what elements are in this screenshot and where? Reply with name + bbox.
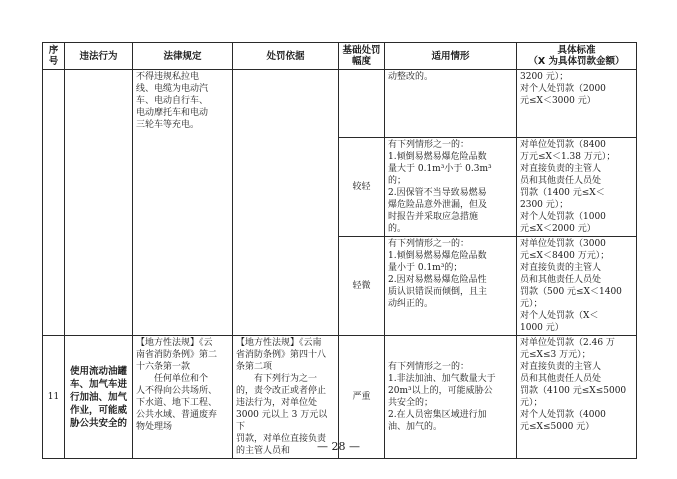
cell-level: 严重	[339, 336, 385, 459]
text-line: 罚款（4100 元≤X≤5000	[520, 386, 627, 396]
text-line: 三轮车等充电。	[136, 120, 200, 130]
header-violation: 违法行为	[65, 43, 133, 70]
text-line: 的，责令改正或者停止	[236, 386, 327, 396]
text-line: 电动摩托车和电动	[136, 108, 209, 118]
text-line: 1.倾倒易燃易爆危险品数	[388, 251, 487, 261]
header-standard-note: （X 为具体罚款金额）	[528, 56, 625, 67]
table-header-row	[43, 43, 637, 70]
text-line: 共安全的；	[388, 398, 434, 408]
cell-standard	[517, 237, 637, 336]
table-row	[43, 70, 637, 138]
text-line: 对单位处罚款（8400	[520, 140, 606, 150]
text-line: 条第二项	[236, 362, 273, 372]
text-line: 的主管人员和	[236, 446, 291, 456]
text-line: 【地方性法规】《云	[136, 338, 213, 348]
text-line: 对单位处罚款（3000	[520, 239, 606, 249]
text-line: 有下列情形之一的：	[388, 362, 470, 372]
text-line: 对单位处罚款（2.46 万	[520, 338, 615, 348]
text-line: 爆危险品意外泄漏，但及	[388, 200, 488, 210]
cell-seq: 11	[43, 336, 65, 459]
text-line: 量小于 0.1m³的；	[388, 263, 463, 273]
text-line: 20m³以上的，可能威胁公	[388, 386, 493, 396]
text-line: 1.非法加油、加气数量大于	[388, 374, 496, 384]
text-line: 元≤X≤5000 元）	[520, 422, 595, 432]
text-line: 物处理场	[136, 422, 173, 432]
text-line: 元≤X＜3000 元）	[520, 96, 596, 106]
text-line: 元）；	[520, 398, 543, 408]
text-line: 员和其他责任人员处	[520, 176, 602, 186]
text-line: 的。	[388, 224, 407, 234]
text-line: 罚款（1400 元≤X＜	[520, 188, 605, 198]
header-standard	[517, 43, 637, 70]
cell-situation	[385, 70, 517, 138]
text-line: 违法行为，对单位处	[236, 398, 318, 408]
cell-situation	[385, 237, 517, 336]
text-line: 对直接负责的主管人	[520, 362, 602, 372]
text-line: 2.因对易燃易爆危险品性	[388, 275, 487, 285]
header-level: 基础处罚幅度	[339, 43, 385, 70]
header-seq: 序号	[43, 43, 65, 70]
text-line: 罚款，对单位直接负责	[236, 434, 327, 444]
text-line: 南省消防条例》第二	[136, 350, 218, 360]
text-line: 有下列行为之一	[254, 374, 318, 384]
cell-basis-empty	[233, 70, 339, 336]
header-standard-title: 具体标准	[557, 45, 596, 56]
text-line: 公共水域、普通废弃	[136, 410, 218, 420]
text-line: 2300 元）；	[520, 200, 569, 210]
header-law: 法律规定	[133, 43, 233, 70]
text-line: 元≤X＜2000 元）	[520, 224, 596, 234]
text-line: 动整改的。	[388, 72, 434, 82]
text-line: 有下列情形之一的：	[388, 239, 470, 249]
text-line: 不得违规私拉电	[136, 72, 200, 82]
cell-level: 较轻	[339, 138, 385, 237]
text-line: 万元≤X＜1.38 万元）；	[520, 152, 616, 162]
text-line: 员和其他责任人员处	[520, 275, 602, 285]
cell-standard	[517, 138, 637, 237]
text-line: 对个人处罚款（4000	[520, 410, 606, 420]
text-line: 【地方性法规】《云南	[236, 338, 322, 348]
text-line: 对直接负责的主管人	[520, 263, 602, 273]
text-line: 元）；	[520, 299, 543, 309]
cell-level: 轻微	[339, 237, 385, 336]
text-line: 罚款（500 元≤X＜1400	[520, 287, 622, 297]
text-line: 对个人处罚款（X＜	[520, 311, 599, 321]
text-line: 1.倾倒易燃易爆危险品数	[388, 152, 487, 162]
text-line: 元≤X＜8400 万元）；	[520, 251, 610, 261]
cell-violation: 使用流动油罐车、加气车进行加油、加气作业，可能威胁公共安全的	[65, 336, 133, 459]
text-line: 对个人处罚款（1000	[520, 212, 606, 222]
text-line: 时报告并采取应急措施	[388, 212, 479, 222]
text-line: 对个人处罚款（2000	[520, 84, 606, 94]
cell-law-continued	[133, 70, 233, 336]
cell-seq-empty	[43, 70, 65, 336]
header-basis: 处罚依据	[233, 43, 339, 70]
header-situation: 适用情形	[385, 43, 517, 70]
text-line: 3000 元以上 3 万元以下	[236, 410, 328, 432]
text-line: 量大于 0.1m³小于 0.3m³	[388, 164, 492, 174]
text-line: 动纠正的。	[388, 299, 434, 309]
cell-situation	[385, 138, 517, 237]
text-line: 2.因保管不当导致易燃易	[388, 188, 487, 198]
text-line: 车、电动自行车、	[136, 96, 209, 106]
text-line: 对直接负责的主管人	[520, 164, 602, 174]
text-line: 省消防条例》第四十八	[236, 350, 327, 360]
text-line: 有下列情形之一的：	[388, 140, 470, 150]
penalty-standard-table	[42, 42, 637, 459]
text-line: 1000 元）	[520, 323, 564, 333]
text-line: 员和其他责任人员处	[520, 374, 602, 384]
text-line: 元≤X≤3 万元）；	[520, 350, 591, 360]
text-line: 下水道、地下工程、	[136, 398, 218, 408]
text-line: 十六条第一款	[136, 362, 191, 372]
page-number: — 28 —	[317, 440, 360, 453]
text-line: 的；	[388, 176, 407, 186]
cell-level-empty	[339, 70, 385, 138]
text-line: 2.在人员密集区域进行加	[388, 410, 487, 420]
cell-standard	[517, 70, 637, 138]
text-line: 线、电缆为电动汽	[136, 84, 209, 94]
text-line: 油、加气的。	[388, 422, 443, 432]
text-line: 人不得向公共场所、	[136, 386, 218, 396]
text-line: 质认识错误而倾倒，且主	[388, 287, 488, 297]
cell-violation-empty	[65, 70, 133, 336]
text-line: 3200 元）；	[520, 72, 569, 82]
text-line: 任何单位和个	[154, 374, 209, 384]
